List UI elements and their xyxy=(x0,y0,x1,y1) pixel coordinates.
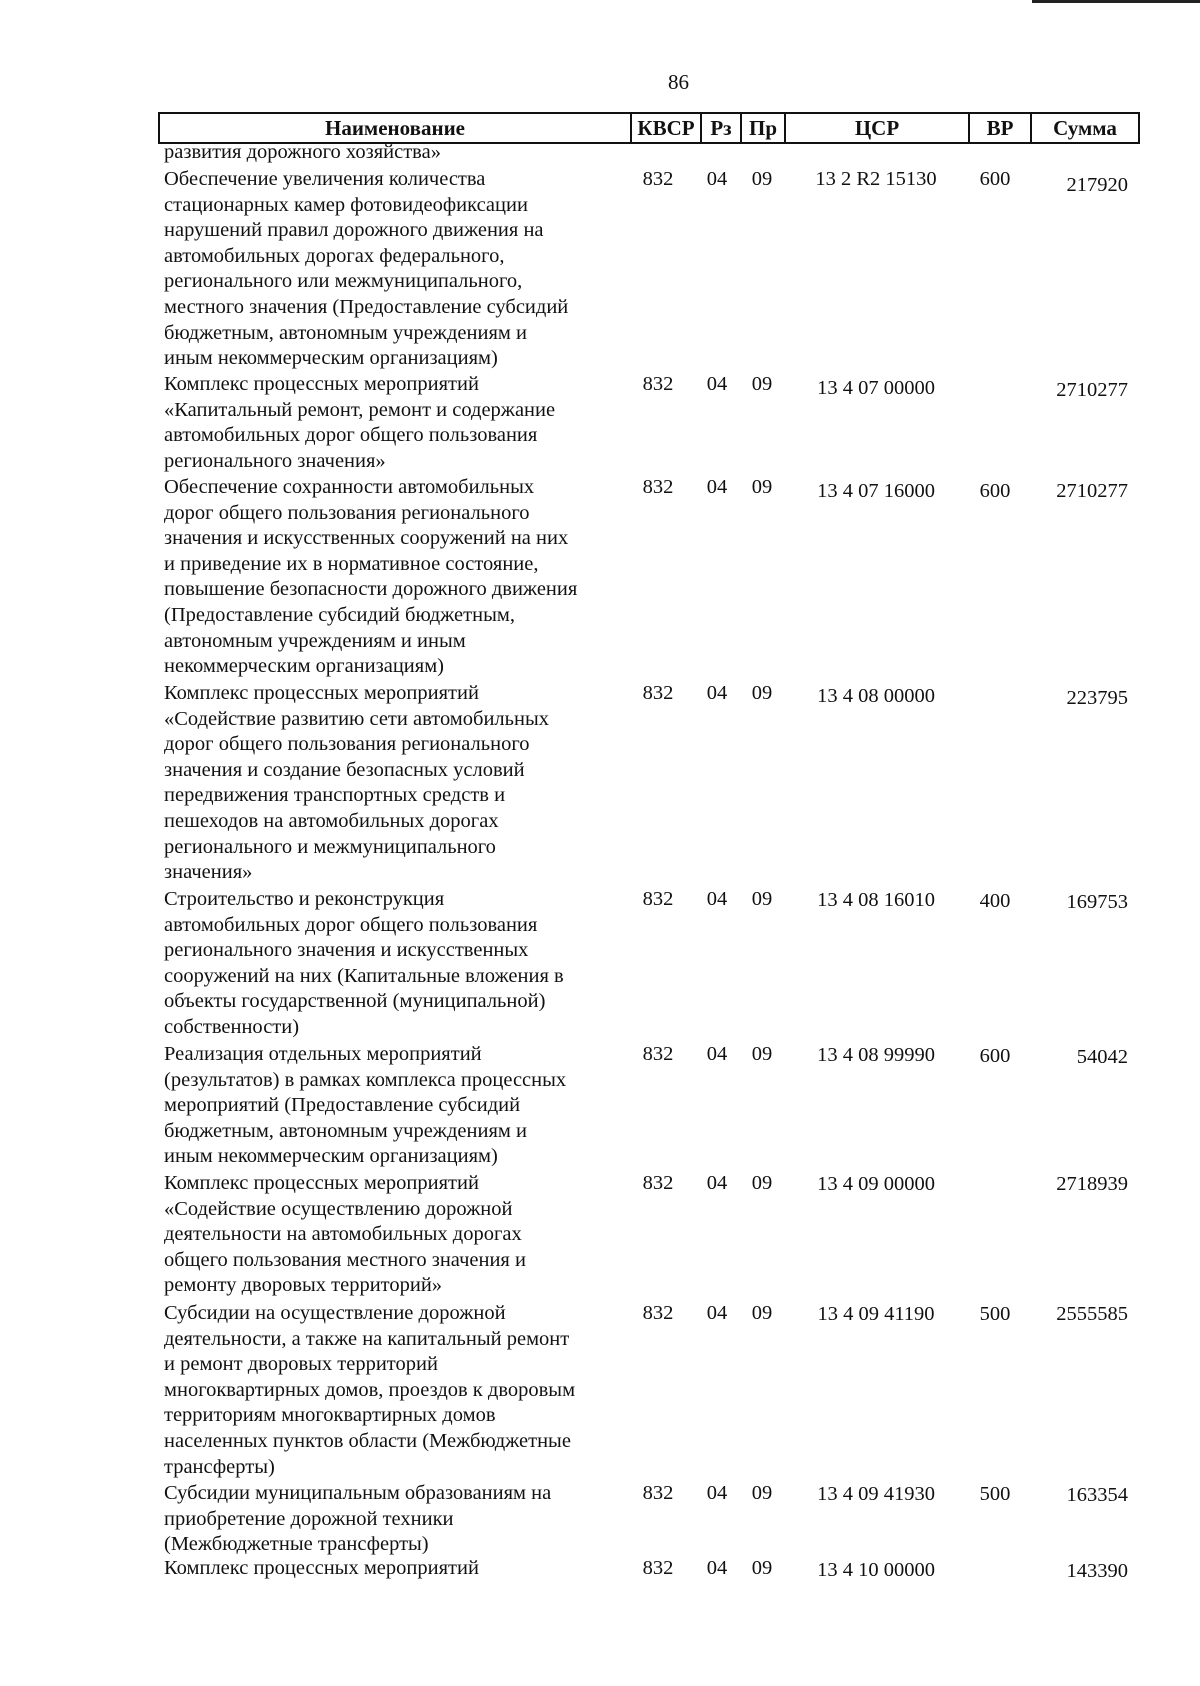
row-vr: 400 xyxy=(979,890,1011,912)
row-csr: 13 2 R2 15130 xyxy=(815,168,937,190)
row-name: Обеспечение сохранности автомобильных дорог общего пользования регионального значения и искусственных сооружений на них и приведение их в нормативное состояние, повышение безопасности дорожного движения (Предоставление субсидий бюджетным, автономным учреждениям и иным некоммерческим организациям) xyxy=(164,476,578,678)
row-name: Комплекс процессных мероприятий «Содействие развитию сети автомобильных дорог общего пользования регионального значения и создание безопасных условий передвижения транспортных средств и пешеходов на автомобильных дорогах регионального и межмуниципального значения» xyxy=(164,682,549,884)
row-rz: 04 xyxy=(706,373,728,395)
row-pr: 09 xyxy=(751,476,773,498)
header-sum: Сумма xyxy=(1053,116,1117,140)
row-vr: 600 xyxy=(979,1045,1011,1067)
row-name: Комплекс процессных мероприятий «Капитальный ремонт, ремонт и содержание автомобильных дорог общего пользования регионального значения» xyxy=(164,373,556,472)
row-rz: 04 xyxy=(706,1482,728,1504)
row-pr: 09 xyxy=(751,168,773,190)
row-sum: 54042 xyxy=(1076,1046,1128,1068)
row-pr: 09 xyxy=(751,682,773,704)
row-rz: 04 xyxy=(706,1557,728,1579)
row-pr: 09 xyxy=(751,888,773,910)
row-vr: 600 xyxy=(979,168,1011,190)
row-kvsr: 832 xyxy=(642,373,674,395)
row-kvsr: 832 xyxy=(642,1172,674,1194)
row-csr: 13 4 09 41190 xyxy=(817,1303,935,1325)
header-pr: Пр xyxy=(742,114,786,142)
row-pr: 09 xyxy=(751,373,773,395)
row-sum: 143390 xyxy=(1066,1560,1128,1582)
row-rz: 04 xyxy=(706,682,728,704)
row-rz: 04 xyxy=(706,476,728,498)
row-csr: 13 4 07 00000 xyxy=(817,377,935,399)
row-kvsr: 832 xyxy=(642,476,674,498)
row-kvsr: 832 xyxy=(642,888,674,910)
row-vr: 500 xyxy=(979,1303,1011,1325)
row-csr: 13 4 08 00000 xyxy=(817,685,935,707)
row-rz: 04 xyxy=(706,1172,728,1194)
row-csr: 13 4 10 00000 xyxy=(817,1559,935,1581)
row-kvsr: 832 xyxy=(642,168,674,190)
row-name: Комплекс процессных мероприятий «Содействие осуществлению дорожной деятельности на автомобильных дорогах общего пользования местного значения и ремонту дворовых территорий» xyxy=(164,1172,526,1297)
row-kvsr: 832 xyxy=(642,682,674,704)
header-name: Наименование xyxy=(160,114,632,142)
page-number: 86 xyxy=(668,70,689,94)
row-sum: 2710277 xyxy=(1056,379,1128,401)
row-rz: 04 xyxy=(706,1043,728,1065)
row-sum: 2555585 xyxy=(1056,1303,1128,1325)
row-pr: 09 xyxy=(751,1482,773,1504)
row-rz: 04 xyxy=(706,888,728,910)
row-name: Строительство и реконструкция автомобильных дорог общего пользования регионального значения и искусственных сооружений на них (Капитальные вложения в объекты государственной (муниципальной) собственности) xyxy=(164,888,564,1038)
row-pr: 09 xyxy=(751,1172,773,1194)
row-csr: 13 4 09 41930 xyxy=(817,1483,935,1505)
row-pr: 09 xyxy=(751,1302,773,1324)
row-pr: 09 xyxy=(751,1043,773,1065)
row-csr: 13 4 07 16000 xyxy=(817,480,935,502)
header-vr: ВР xyxy=(970,114,1032,142)
row-kvsr: 832 xyxy=(642,1557,674,1579)
row-name: Реализация отдельных мероприятий (результатов) в рамках комплекса процессных мероприятий (Предоставление субсидий бюджетным, автономным учреждениям и иным некоммерческим организациям) xyxy=(164,1043,567,1168)
row-name: Субсидии на осуществление дорожной деятельности, а также на капитальный ремонт и ремонт дворовых территорий многоквартирных домов, проездов к дворовым территориям многоквартирных домов населенных пунктов области (Межбюджетные трансферты) xyxy=(164,1302,576,1478)
row-sum: 217920 xyxy=(1066,174,1128,196)
row-csr: 13 4 09 00000 xyxy=(817,1173,935,1195)
row-vr: 500 xyxy=(979,1483,1011,1505)
row-name: развития дорожного хозяйства» xyxy=(164,141,441,163)
row-pr: 09 xyxy=(751,1557,773,1579)
header-kvsr: КВСР xyxy=(632,114,702,142)
row-name: Комплекс процессных мероприятий xyxy=(164,1557,479,1579)
row-rz: 04 xyxy=(706,168,728,190)
row-sum: 2718939 xyxy=(1056,1173,1128,1195)
row-name: Обеспечение увеличения количества стационарных камер фотовидеофиксации нарушений правил дорожного движения на автомобильных дорогах федерального, регионального или межмуниципального, местного значения (Предоставление субсидий бюджетным, автономным учреждениям и иным некоммерческим организациям) xyxy=(164,168,569,370)
row-sum: 163354 xyxy=(1066,1484,1128,1506)
row-csr: 13 4 08 99990 xyxy=(817,1044,935,1066)
header-rz: Рз xyxy=(702,114,742,142)
row-sum: 2710277 xyxy=(1056,480,1128,502)
row-kvsr: 832 xyxy=(642,1302,674,1324)
row-csr: 13 4 08 16010 xyxy=(817,889,935,911)
row-kvsr: 832 xyxy=(642,1482,674,1504)
row-rz: 04 xyxy=(706,1302,728,1324)
header-csr: ЦСР xyxy=(786,114,970,142)
top-rule xyxy=(1032,0,1200,3)
row-kvsr: 832 xyxy=(642,1043,674,1065)
row-sum: 223795 xyxy=(1066,687,1128,709)
row-vr: 600 xyxy=(979,480,1011,502)
row-name: Субсидии муниципальным образованиям на приобретение дорожной техники (Межбюджетные трансферты) xyxy=(164,1482,552,1556)
row-sum: 169753 xyxy=(1066,891,1128,913)
